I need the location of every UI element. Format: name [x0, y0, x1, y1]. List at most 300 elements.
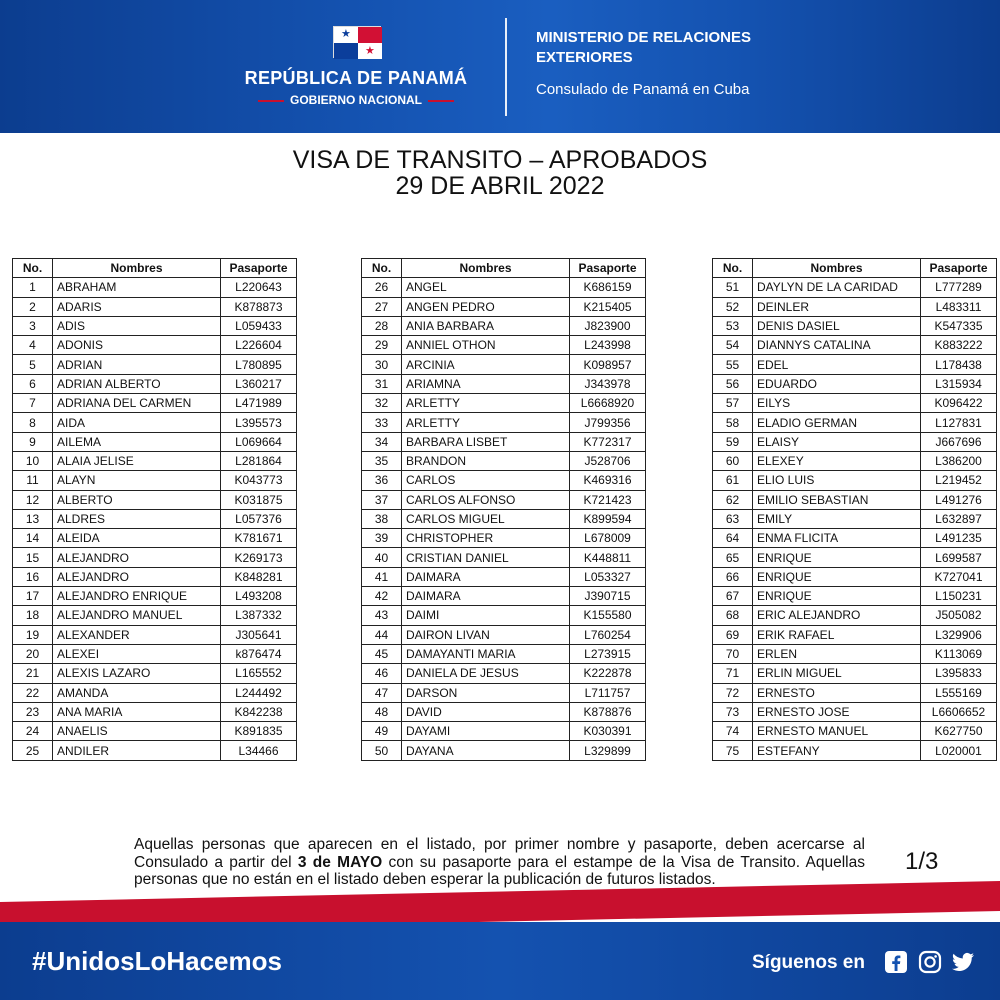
row-passport: L6606652 — [921, 702, 997, 721]
table-row — [362, 702, 646, 721]
row-passport: K721423 — [570, 490, 646, 509]
row-name: EMILIO SEBASTIAN — [753, 490, 921, 509]
table-row — [13, 374, 297, 393]
row-number: 45 — [362, 644, 402, 663]
row-number: 18 — [13, 606, 53, 625]
row-name: ERIK RAFAEL — [753, 625, 921, 644]
table-row — [713, 722, 997, 741]
row-number: 60 — [713, 451, 753, 470]
row-passport: J528706 — [570, 451, 646, 470]
table-row — [13, 413, 297, 432]
row-number: 15 — [13, 548, 53, 567]
row-number: 57 — [713, 394, 753, 413]
row-name: ABRAHAM — [53, 278, 221, 297]
row-number: 35 — [362, 451, 402, 470]
table-row — [362, 336, 646, 355]
table-row — [362, 722, 646, 741]
row-passport: K686159 — [570, 278, 646, 297]
table-row — [713, 683, 997, 702]
row-passport: K155580 — [570, 606, 646, 625]
row-name: CARLOS — [402, 471, 570, 490]
row-name: DANIELA DE JESUS — [402, 664, 570, 683]
row-name: ALEIDA — [53, 529, 221, 548]
row-number: 37 — [362, 490, 402, 509]
row-number: 20 — [13, 644, 53, 663]
table-row — [13, 278, 297, 297]
row-name: DAYANA — [402, 741, 570, 760]
table-row — [13, 432, 297, 451]
row-name: ANGEN PEDRO — [402, 297, 570, 316]
table-row — [362, 278, 646, 297]
row-number: 6 — [13, 374, 53, 393]
row-passport: K772317 — [570, 432, 646, 451]
row-passport: K878876 — [570, 702, 646, 721]
table-row — [13, 644, 297, 663]
row-passport: L360217 — [221, 374, 297, 393]
row-number: 9 — [13, 432, 53, 451]
row-passport: K727041 — [921, 567, 997, 586]
row-passport: J505082 — [921, 606, 997, 625]
row-name: ADRIAN — [53, 355, 221, 374]
row-number: 14 — [13, 529, 53, 548]
row-passport: L493208 — [221, 587, 297, 606]
table-row — [13, 625, 297, 644]
row-number: 34 — [362, 432, 402, 451]
row-name: EILYS — [753, 394, 921, 413]
table-row — [713, 587, 997, 606]
row-number: 26 — [362, 278, 402, 297]
row-passport: K030391 — [570, 722, 646, 741]
row-number: 23 — [13, 702, 53, 721]
header-banner — [0, 0, 1000, 133]
row-name: DAIMI — [402, 606, 570, 625]
row-name: CRISTIAN DANIEL — [402, 548, 570, 567]
row-passport: L329906 — [921, 625, 997, 644]
table-row — [362, 490, 646, 509]
row-name: ANAELIS — [53, 722, 221, 741]
row-passport: L057376 — [221, 509, 297, 528]
row-name: ELAISY — [753, 432, 921, 451]
row-passport: L329899 — [570, 741, 646, 760]
row-number: 30 — [362, 355, 402, 374]
note-text-start: Aquellas personas que aparecen en el listado, por primer nombre y pasaporte, deben acercarse al Consulado a partir del — [134, 836, 865, 871]
table-row — [713, 644, 997, 663]
row-name: ERLIN MIGUEL — [753, 664, 921, 683]
row-name: CARLOS ALFONSO — [402, 490, 570, 509]
row-passport: K627750 — [921, 722, 997, 741]
table-row — [713, 355, 997, 374]
row-passport: L244492 — [221, 683, 297, 702]
row-number: 62 — [713, 490, 753, 509]
header-names: Nombres — [753, 259, 921, 278]
table-row — [362, 606, 646, 625]
document-date: 29 DE ABRIL 2022 — [395, 172, 605, 200]
row-number: 65 — [713, 548, 753, 567]
row-name: CARLOS MIGUEL — [402, 509, 570, 528]
row-number: 41 — [362, 567, 402, 586]
table-row — [713, 490, 997, 509]
table-row — [713, 394, 997, 413]
row-number: 16 — [13, 567, 53, 586]
header-names: Nombres — [402, 259, 570, 278]
row-passport: L780895 — [221, 355, 297, 374]
table-row — [13, 548, 297, 567]
row-name: DENIS DASIEL — [753, 316, 921, 335]
table-row — [713, 316, 997, 335]
header-names: Nombres — [53, 259, 221, 278]
row-passport: L178438 — [921, 355, 997, 374]
row-number: 67 — [713, 587, 753, 606]
header-passport: Pasaporte — [570, 259, 646, 278]
row-name: CHRISTOPHER — [402, 529, 570, 548]
row-name: ERNESTO — [753, 683, 921, 702]
table-row — [713, 567, 997, 586]
row-number: 63 — [713, 509, 753, 528]
row-number: 25 — [13, 741, 53, 760]
table-row — [13, 355, 297, 374]
table-row — [362, 374, 646, 393]
table-row — [13, 741, 297, 760]
row-name: ANNIEL OTHON — [402, 336, 570, 355]
table-row — [13, 567, 297, 586]
row-name: ANA MARIA — [53, 702, 221, 721]
page-indicator: 1/3 — [905, 848, 939, 875]
table-row — [713, 297, 997, 316]
row-name: ALBERTO — [53, 490, 221, 509]
row-passport: J667696 — [921, 432, 997, 451]
row-passport: L053327 — [570, 567, 646, 586]
row-name: AMANDA — [53, 683, 221, 702]
row-name: ELADIO GERMAN — [753, 413, 921, 432]
row-name: DAVID — [402, 702, 570, 721]
table-row — [713, 432, 997, 451]
row-number: 58 — [713, 413, 753, 432]
approved-table-2 — [361, 258, 646, 761]
table-row — [713, 451, 997, 470]
row-number: 48 — [362, 702, 402, 721]
row-name: ALDRES — [53, 509, 221, 528]
table-row — [13, 316, 297, 335]
table-row — [13, 722, 297, 741]
row-passport: L395573 — [221, 413, 297, 432]
row-number: 69 — [713, 625, 753, 644]
row-name: DAIRON LIVAN — [402, 625, 570, 644]
row-name: ANGEL — [402, 278, 570, 297]
row-number: 12 — [13, 490, 53, 509]
table-row — [713, 471, 997, 490]
row-name: ADIS — [53, 316, 221, 335]
row-passport: K113069 — [921, 644, 997, 663]
row-name: BARBARA LISBET — [402, 432, 570, 451]
twitter-icon[interactable] — [951, 950, 975, 974]
row-passport: L395833 — [921, 664, 997, 683]
row-number: 50 — [362, 741, 402, 760]
row-passport: L220643 — [221, 278, 297, 297]
row-passport: K269173 — [221, 548, 297, 567]
table-header-row — [362, 259, 646, 278]
row-number: 2 — [13, 297, 53, 316]
row-number: 22 — [13, 683, 53, 702]
row-passport: K781671 — [221, 529, 297, 548]
row-number: 43 — [362, 606, 402, 625]
table-row — [13, 509, 297, 528]
row-name: ALAYN — [53, 471, 221, 490]
row-number: 53 — [713, 316, 753, 335]
row-name: EDUARDO — [753, 374, 921, 393]
row-passport: L150231 — [921, 587, 997, 606]
row-number: 11 — [13, 471, 53, 490]
row-name: DAYAMI — [402, 722, 570, 741]
table-row — [13, 297, 297, 316]
row-name: ERNESTO MANUEL — [753, 722, 921, 741]
row-passport: K899594 — [570, 509, 646, 528]
row-name: ANDILER — [53, 741, 221, 760]
table-row — [13, 683, 297, 702]
row-passport: K215405 — [570, 297, 646, 316]
row-passport: L632897 — [921, 509, 997, 528]
row-passport: L483311 — [921, 297, 997, 316]
row-number: 38 — [362, 509, 402, 528]
row-name: ARCINIA — [402, 355, 570, 374]
row-name: ERIC ALEJANDRO — [753, 606, 921, 625]
row-passport: L387332 — [221, 606, 297, 625]
row-passport: K883222 — [921, 336, 997, 355]
row-name: EMILY — [753, 509, 921, 528]
row-name: DEINLER — [753, 297, 921, 316]
row-name: AIDA — [53, 413, 221, 432]
table-row — [13, 664, 297, 683]
document-title: VISA DE TRANSITO – APROBADOS — [292, 146, 708, 174]
row-passport: L243998 — [570, 336, 646, 355]
row-number: 56 — [713, 374, 753, 393]
row-name: DIANNYS CATALINA — [753, 336, 921, 355]
row-number: 13 — [13, 509, 53, 528]
table-row — [13, 451, 297, 470]
row-number: 1 — [13, 278, 53, 297]
table-row — [13, 394, 297, 413]
row-passport: L760254 — [570, 625, 646, 644]
row-passport: L711757 — [570, 683, 646, 702]
row-name: ADRIANA DEL CARMEN — [53, 394, 221, 413]
row-name: ANIA BARBARA — [402, 316, 570, 335]
row-name: DAIMARA — [402, 567, 570, 586]
row-name: ALEJANDRO — [53, 567, 221, 586]
row-number: 51 — [713, 278, 753, 297]
row-name: ENRIQUE — [753, 567, 921, 586]
table-row — [13, 336, 297, 355]
row-passport: K848281 — [221, 567, 297, 586]
row-number: 49 — [362, 722, 402, 741]
row-number: 40 — [362, 548, 402, 567]
row-passport: L678009 — [570, 529, 646, 548]
follow-us-label: Síguenos en — [752, 952, 865, 973]
row-number: 74 — [713, 722, 753, 741]
table-row — [362, 529, 646, 548]
row-number: 4 — [13, 336, 53, 355]
table-row — [713, 374, 997, 393]
row-name: ENMA FLICITA — [753, 529, 921, 548]
row-passport: L127831 — [921, 413, 997, 432]
note-date-highlight: 3 de MAYO — [297, 853, 383, 871]
row-number: 70 — [713, 644, 753, 663]
row-number: 71 — [713, 664, 753, 683]
row-number: 61 — [713, 471, 753, 490]
consulate-name: Consulado de Panamá en Cuba — [536, 81, 750, 98]
table-row — [362, 548, 646, 567]
note-text-end: con su pasaporte para el estampe de la Visa de Transito. Aquellas personas que no están en el listado deben esperar la publicación de futuros listados. — [134, 853, 865, 888]
row-name: DAMAYANTI MARIA — [402, 644, 570, 663]
row-passport: K842238 — [221, 702, 297, 721]
row-passport: L226604 — [221, 336, 297, 355]
row-number: 28 — [362, 316, 402, 335]
table-row — [713, 625, 997, 644]
row-name: ENRIQUE — [753, 548, 921, 567]
hashtag-text: #UnidosLoHacemos — [32, 946, 282, 976]
table-row — [13, 471, 297, 490]
instagram-icon[interactable] — [918, 950, 942, 974]
header-divider — [505, 18, 507, 116]
row-name: ARLETTY — [402, 413, 570, 432]
row-passport: K098957 — [570, 355, 646, 374]
row-number: 8 — [13, 413, 53, 432]
table-row — [713, 529, 997, 548]
row-name: ELIO LUIS — [753, 471, 921, 490]
row-passport: L34466 — [221, 741, 297, 760]
table-row — [362, 394, 646, 413]
row-passport: L059433 — [221, 316, 297, 335]
table-row — [362, 587, 646, 606]
republic-title: REPÚBLICA DE PANAMÁ — [244, 68, 468, 88]
row-name: ADRIAN ALBERTO — [53, 374, 221, 393]
facebook-icon[interactable] — [884, 950, 908, 974]
table-row — [713, 548, 997, 567]
row-passport: L471989 — [221, 394, 297, 413]
row-passport: L6668920 — [570, 394, 646, 413]
row-name: ARLETTY — [402, 394, 570, 413]
row-name: ERLEN — [753, 644, 921, 663]
row-name: EDEL — [753, 355, 921, 374]
table-row — [713, 702, 997, 721]
table-row — [13, 490, 297, 509]
table-row — [362, 297, 646, 316]
row-name: ELEXEY — [753, 451, 921, 470]
table-row — [362, 413, 646, 432]
table-row — [362, 664, 646, 683]
row-passport: K891835 — [221, 722, 297, 741]
row-number: 36 — [362, 471, 402, 490]
row-name: ALEXEI — [53, 644, 221, 663]
header-passport: Pasaporte — [921, 259, 997, 278]
table-row — [713, 278, 997, 297]
instructions-note — [134, 836, 865, 889]
row-passport: L315934 — [921, 374, 997, 393]
row-number: 64 — [713, 529, 753, 548]
row-number: 42 — [362, 587, 402, 606]
row-passport: L491276 — [921, 490, 997, 509]
row-name: ESTEFANY — [753, 741, 921, 760]
row-number: 52 — [713, 297, 753, 316]
table-row — [362, 509, 646, 528]
table-row — [362, 644, 646, 663]
row-number: 44 — [362, 625, 402, 644]
row-passport: J390715 — [570, 587, 646, 606]
row-number: 31 — [362, 374, 402, 393]
row-passport: J823900 — [570, 316, 646, 335]
header-no: No. — [13, 259, 53, 278]
approved-table-3 — [712, 258, 997, 761]
row-name: ENRIQUE — [753, 587, 921, 606]
table-header-row — [13, 259, 297, 278]
row-number: 32 — [362, 394, 402, 413]
row-name: DAYLYN DE LA CARIDAD — [753, 278, 921, 297]
row-number: 19 — [13, 625, 53, 644]
row-name: ADONIS — [53, 336, 221, 355]
row-number: 3 — [13, 316, 53, 335]
table-row — [362, 355, 646, 374]
row-passport: K547335 — [921, 316, 997, 335]
row-passport: J799356 — [570, 413, 646, 432]
row-name: ALEJANDRO ENRIQUE — [53, 587, 221, 606]
table-row — [362, 432, 646, 451]
row-passport: K878873 — [221, 297, 297, 316]
row-name: ALEXIS LAZARO — [53, 664, 221, 683]
table-row — [713, 741, 997, 760]
table-row — [13, 702, 297, 721]
row-number: 68 — [713, 606, 753, 625]
table-row — [13, 606, 297, 625]
republic-subtitle — [238, 93, 474, 107]
row-number: 21 — [13, 664, 53, 683]
row-number: 54 — [713, 336, 753, 355]
table-row — [362, 471, 646, 490]
table-row — [13, 587, 297, 606]
row-number: 7 — [13, 394, 53, 413]
table-row — [713, 509, 997, 528]
table-row — [362, 567, 646, 586]
row-passport: L281864 — [221, 451, 297, 470]
row-number: 55 — [713, 355, 753, 374]
row-number: 73 — [713, 702, 753, 721]
row-name: ALEXANDER — [53, 625, 221, 644]
row-number: 47 — [362, 683, 402, 702]
row-name: ADARIS — [53, 297, 221, 316]
row-number: 72 — [713, 683, 753, 702]
row-passport: K448811 — [570, 548, 646, 567]
row-name: AILEMA — [53, 432, 221, 451]
row-number: 27 — [362, 297, 402, 316]
row-passport: K043773 — [221, 471, 297, 490]
row-passport: K222878 — [570, 664, 646, 683]
row-name: ALEJANDRO — [53, 548, 221, 567]
table-row — [713, 664, 997, 683]
row-name: ERNESTO JOSE — [753, 702, 921, 721]
row-passport: L386200 — [921, 451, 997, 470]
table-row — [362, 451, 646, 470]
row-passport: K096422 — [921, 394, 997, 413]
row-passport: k876474 — [221, 644, 297, 663]
row-number: 24 — [13, 722, 53, 741]
row-number: 66 — [713, 567, 753, 586]
row-passport: L069664 — [221, 432, 297, 451]
row-passport: J343978 — [570, 374, 646, 393]
row-number: 33 — [362, 413, 402, 432]
row-passport: L555169 — [921, 683, 997, 702]
table-row — [362, 316, 646, 335]
footer-banner — [0, 922, 1000, 1000]
row-passport: L777289 — [921, 278, 997, 297]
row-passport: J305641 — [221, 625, 297, 644]
row-number: 17 — [13, 587, 53, 606]
